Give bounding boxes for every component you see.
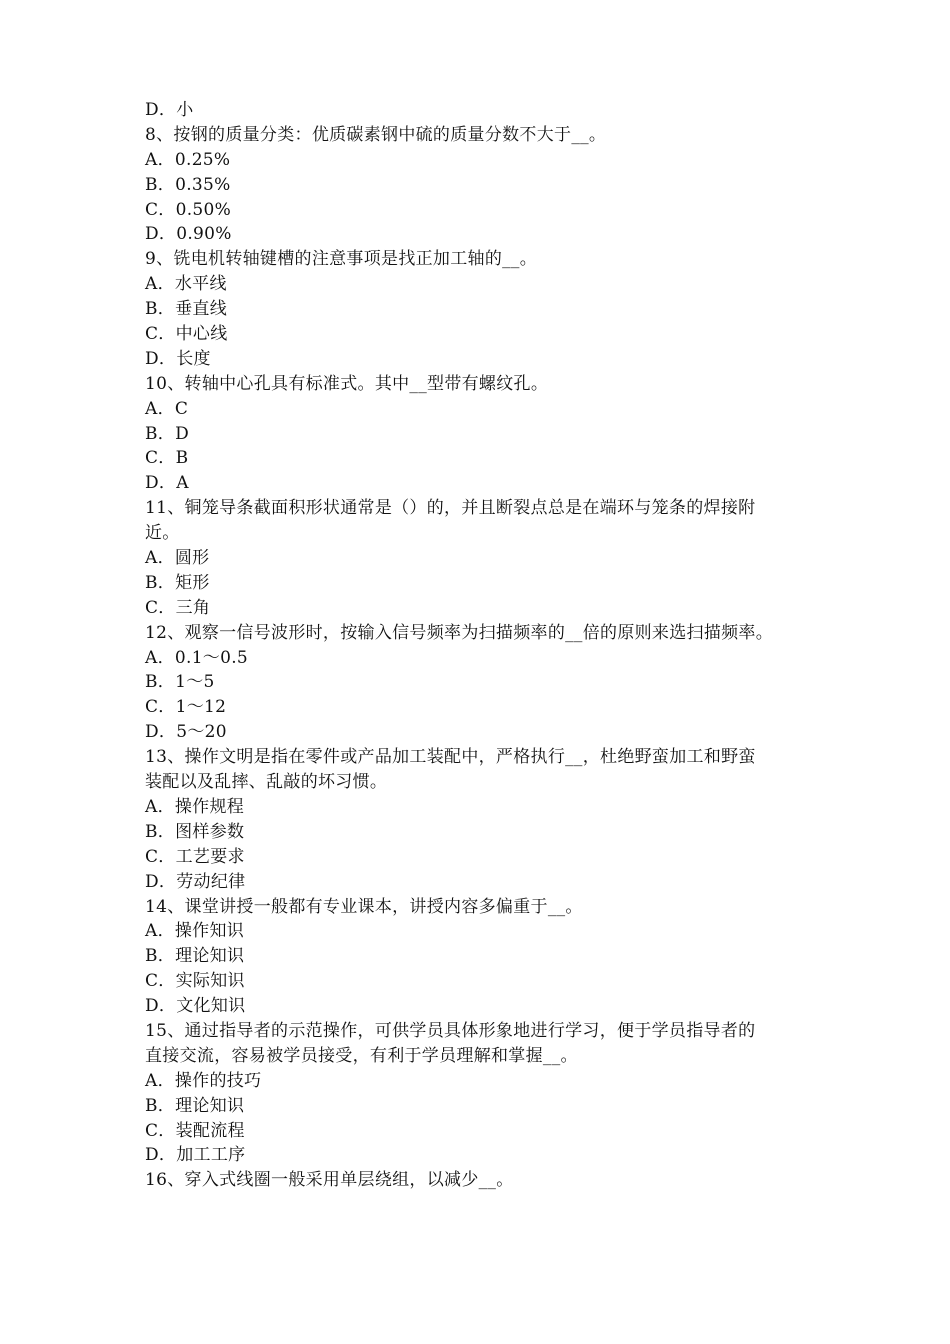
option-line: C．三角 bbox=[145, 597, 211, 618]
question-line: 9、铣电机转轴键槽的注意事项是找正加工轴的__。 bbox=[145, 249, 538, 270]
option-line: C．1～12 bbox=[145, 697, 227, 718]
option-line: A．水平线 bbox=[145, 274, 227, 295]
question-line-continued: 装配以及乱摔、乱敲的坏习惯。 bbox=[145, 772, 388, 793]
option-line: A．操作知识 bbox=[145, 921, 245, 942]
question-line-continued: 直接交流，容易被学员接受，有利于学员理解和掌握__。 bbox=[145, 1045, 578, 1066]
option-line: A．圆形 bbox=[145, 548, 210, 569]
option-line: B．矩形 bbox=[145, 572, 210, 593]
option-line: A．0.1～0.5 bbox=[145, 647, 249, 668]
option-line: A．0.25% bbox=[145, 149, 231, 170]
option-line: C．装配流程 bbox=[145, 1120, 245, 1141]
option-line: C．中心线 bbox=[145, 324, 228, 345]
question-line: 11、铜笼导条截面积形状通常是（）的，并且断裂点总是在端环与笼条的焊接附 bbox=[145, 498, 756, 519]
option-line: D．文化知识 bbox=[145, 996, 246, 1017]
question-line: 16、穿入式线圈一般采用单层绕组，以减少__。 bbox=[145, 1170, 514, 1191]
option-line: A．C bbox=[145, 398, 189, 419]
option-line: C．实际知识 bbox=[145, 971, 245, 992]
document-page bbox=[145, 98, 815, 1193]
question-line: 8、按钢的质量分类：优质碳素钢中硫的质量分数不大于__。 bbox=[145, 124, 607, 145]
option-line: C．B bbox=[145, 448, 189, 469]
option-line: D．A bbox=[145, 473, 189, 494]
option-line: B．0.35% bbox=[145, 174, 231, 195]
question-line: 14、课堂讲授一般都有专业课本，讲授内容多偏重于__。 bbox=[145, 896, 583, 917]
option-line: B．1～5 bbox=[145, 672, 215, 693]
option-line: C．0.50% bbox=[145, 199, 232, 220]
question-line-continued: 近。 bbox=[145, 523, 180, 544]
option-line: A．操作规程 bbox=[145, 796, 245, 817]
question-line: 10、转轴中心孔具有标准式。其中__型带有螺纹孔。 bbox=[145, 373, 549, 394]
option-line: A．操作的技巧 bbox=[145, 1070, 262, 1091]
option-line: B．垂直线 bbox=[145, 299, 227, 320]
question-line: 12、观察一信号波形时，按输入信号频率为扫描频率的__倍的原则来选扫描频率。 bbox=[145, 622, 774, 643]
option-line: B．D bbox=[145, 423, 190, 444]
option-line: D．长度 bbox=[145, 348, 211, 369]
option-line: D．劳动纪律 bbox=[145, 871, 246, 892]
option-line: C．工艺要求 bbox=[145, 846, 245, 867]
option-line: D．0.90% bbox=[145, 224, 232, 245]
option-line: B．图样参数 bbox=[145, 821, 245, 842]
option-line: D．5～20 bbox=[145, 722, 227, 743]
question-line: 13、操作文明是指在零件或产品加工装配中，严格执行__，杜绝野蛮加工和野蛮 bbox=[145, 747, 756, 768]
question-line: 15、通过指导者的示范操作，可供学员具体形象地进行学习，便于学员指导者的 bbox=[145, 1020, 756, 1041]
option-line: B．理论知识 bbox=[145, 946, 245, 967]
option-line: D．小 bbox=[145, 100, 194, 120]
option-line: B．理论知识 bbox=[145, 1095, 245, 1116]
option-line: D．加工工序 bbox=[145, 1145, 246, 1166]
